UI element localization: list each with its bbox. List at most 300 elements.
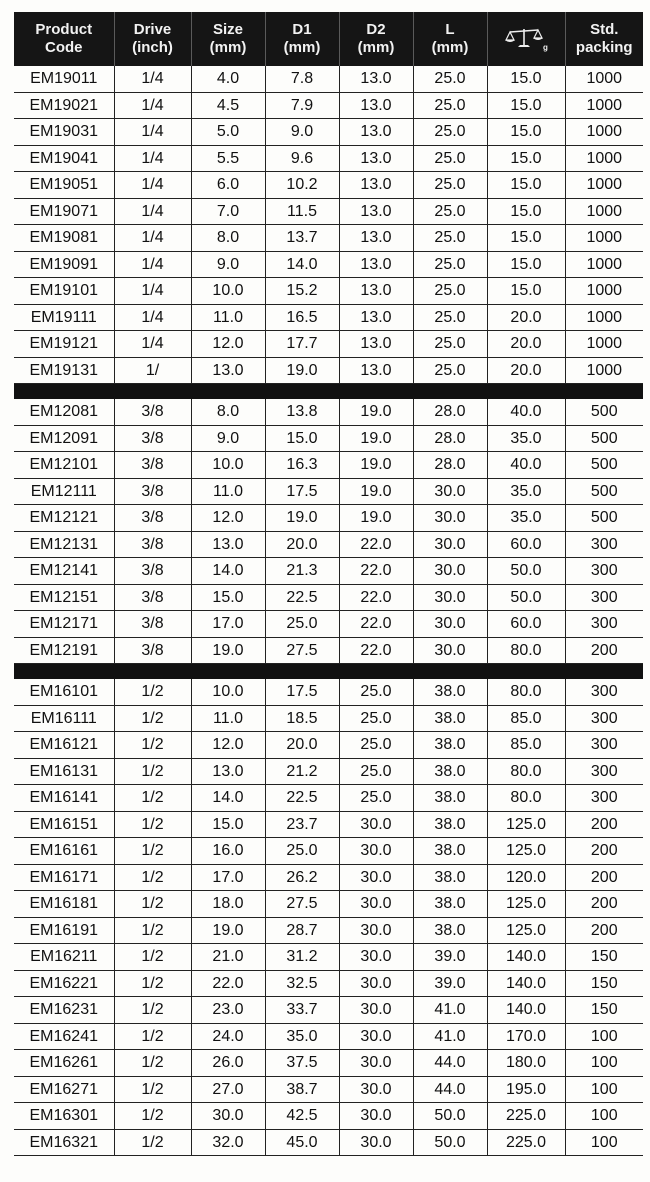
header-size: Size (mm) bbox=[191, 12, 265, 66]
cell-d2: 30.0 bbox=[339, 1103, 413, 1130]
cell-d2: 13.0 bbox=[339, 66, 413, 92]
table-row bbox=[14, 225, 643, 252]
cell-drive: 1/2 bbox=[114, 679, 191, 705]
cell-size: 11.0 bbox=[191, 478, 265, 505]
cell-length: 30.0 bbox=[413, 611, 487, 638]
table-row bbox=[14, 811, 643, 838]
cell-d1: 17.5 bbox=[265, 679, 339, 705]
cell-d1: 7.9 bbox=[265, 92, 339, 119]
cell-d2: 13.0 bbox=[339, 278, 413, 305]
cell-drive: 1/2 bbox=[114, 997, 191, 1024]
cell-weight: 140.0 bbox=[487, 970, 565, 997]
table-row bbox=[14, 944, 643, 971]
cell-std-packing: 300 bbox=[565, 732, 643, 759]
cell-d2: 25.0 bbox=[339, 758, 413, 785]
cell-d2: 30.0 bbox=[339, 838, 413, 865]
table-row bbox=[14, 66, 643, 92]
cell-std-packing: 500 bbox=[565, 425, 643, 452]
cell-length: 38.0 bbox=[413, 917, 487, 944]
cell-drive: 1/2 bbox=[114, 891, 191, 918]
cell-length: 50.0 bbox=[413, 1129, 487, 1156]
cell-drive: 1/4 bbox=[114, 304, 191, 331]
header-d1: D1 (mm) bbox=[265, 12, 339, 66]
cell-size: 14.0 bbox=[191, 785, 265, 812]
cell-weight: 85.0 bbox=[487, 705, 565, 732]
cell-drive: 3/8 bbox=[114, 452, 191, 479]
cell-std-packing: 100 bbox=[565, 1129, 643, 1156]
cell-product-code: EM19041 bbox=[14, 145, 114, 172]
cell-d2: 22.0 bbox=[339, 611, 413, 638]
table-row bbox=[14, 1103, 643, 1130]
cell-length: 30.0 bbox=[413, 558, 487, 585]
cell-d1: 17.5 bbox=[265, 478, 339, 505]
cell-d1: 25.0 bbox=[265, 611, 339, 638]
cell-weight: 20.0 bbox=[487, 331, 565, 358]
cell-weight: 15.0 bbox=[487, 92, 565, 119]
cell-drive: 1/2 bbox=[114, 917, 191, 944]
cell-std-packing: 1000 bbox=[565, 225, 643, 252]
cell-d1: 21.3 bbox=[265, 558, 339, 585]
cell-d2: 13.0 bbox=[339, 225, 413, 252]
cell-drive: 1/ bbox=[114, 357, 191, 384]
cell-d1: 35.0 bbox=[265, 1023, 339, 1050]
cell-size: 19.0 bbox=[191, 917, 265, 944]
table-row bbox=[14, 92, 643, 119]
cell-length: 41.0 bbox=[413, 1023, 487, 1050]
cell-weight: 50.0 bbox=[487, 584, 565, 611]
cell-product-code: EM19011 bbox=[14, 66, 114, 92]
cell-size: 16.0 bbox=[191, 838, 265, 865]
cell-weight: 225.0 bbox=[487, 1129, 565, 1156]
cell-weight: 20.0 bbox=[487, 357, 565, 384]
cell-product-code: EM16121 bbox=[14, 732, 114, 759]
table-row bbox=[14, 452, 643, 479]
table-row bbox=[14, 838, 643, 865]
table-row bbox=[14, 864, 643, 891]
cell-d2: 13.0 bbox=[339, 304, 413, 331]
cell-d2: 13.0 bbox=[339, 119, 413, 146]
table-row bbox=[14, 785, 643, 812]
cell-weight: 15.0 bbox=[487, 66, 565, 92]
cell-drive: 1/4 bbox=[114, 331, 191, 358]
cell-d1: 28.7 bbox=[265, 917, 339, 944]
cell-product-code: EM12081 bbox=[14, 399, 114, 425]
cell-d1: 27.5 bbox=[265, 637, 339, 664]
cell-d1: 42.5 bbox=[265, 1103, 339, 1130]
cell-product-code: EM16151 bbox=[14, 811, 114, 838]
cell-product-code: EM12131 bbox=[14, 531, 114, 558]
table-row bbox=[14, 1023, 643, 1050]
cell-d2: 22.0 bbox=[339, 584, 413, 611]
cell-std-packing: 200 bbox=[565, 891, 643, 918]
cell-std-packing: 500 bbox=[565, 478, 643, 505]
cell-d1: 15.0 bbox=[265, 425, 339, 452]
cell-d1: 7.8 bbox=[265, 66, 339, 92]
table-row bbox=[14, 705, 643, 732]
cell-d2: 30.0 bbox=[339, 944, 413, 971]
cell-length: 25.0 bbox=[413, 278, 487, 305]
table-row bbox=[14, 145, 643, 172]
table-row bbox=[14, 917, 643, 944]
cell-length: 25.0 bbox=[413, 251, 487, 278]
cell-std-packing: 300 bbox=[565, 679, 643, 705]
table-row bbox=[14, 172, 643, 199]
cell-d1: 33.7 bbox=[265, 997, 339, 1024]
cell-std-packing: 150 bbox=[565, 944, 643, 971]
cell-drive: 1/4 bbox=[114, 251, 191, 278]
cell-d1: 14.0 bbox=[265, 251, 339, 278]
table-row bbox=[14, 304, 643, 331]
cell-drive: 1/2 bbox=[114, 1129, 191, 1156]
header-product-code: Product Code bbox=[14, 12, 114, 66]
table-row bbox=[14, 251, 643, 278]
cell-size: 17.0 bbox=[191, 864, 265, 891]
cell-d2: 30.0 bbox=[339, 891, 413, 918]
cell-length: 44.0 bbox=[413, 1050, 487, 1077]
cell-size: 17.0 bbox=[191, 611, 265, 638]
cell-length: 38.0 bbox=[413, 679, 487, 705]
table-row bbox=[14, 478, 643, 505]
table-row bbox=[14, 1129, 643, 1156]
cell-std-packing: 200 bbox=[565, 864, 643, 891]
cell-drive: 1/4 bbox=[114, 92, 191, 119]
cell-product-code: EM16261 bbox=[14, 1050, 114, 1077]
cell-length: 38.0 bbox=[413, 758, 487, 785]
cell-size: 30.0 bbox=[191, 1103, 265, 1130]
cell-length: 38.0 bbox=[413, 705, 487, 732]
cell-d2: 25.0 bbox=[339, 785, 413, 812]
table-row bbox=[14, 1050, 643, 1077]
cell-d1: 16.5 bbox=[265, 304, 339, 331]
cell-size: 9.0 bbox=[191, 251, 265, 278]
cell-d2: 13.0 bbox=[339, 145, 413, 172]
cell-product-code: EM19101 bbox=[14, 278, 114, 305]
cell-product-code: EM16221 bbox=[14, 970, 114, 997]
cell-size: 13.0 bbox=[191, 531, 265, 558]
separator-bar bbox=[14, 384, 643, 400]
cell-d2: 25.0 bbox=[339, 679, 413, 705]
cell-drive: 3/8 bbox=[114, 425, 191, 452]
cell-d1: 23.7 bbox=[265, 811, 339, 838]
cell-weight: 80.0 bbox=[487, 785, 565, 812]
cell-d1: 17.7 bbox=[265, 331, 339, 358]
cell-size: 21.0 bbox=[191, 944, 265, 971]
cell-length: 44.0 bbox=[413, 1076, 487, 1103]
cell-product-code: EM19021 bbox=[14, 92, 114, 119]
table-row bbox=[14, 278, 643, 305]
cell-d2: 30.0 bbox=[339, 1050, 413, 1077]
cell-size: 12.0 bbox=[191, 732, 265, 759]
cell-product-code: EM16131 bbox=[14, 758, 114, 785]
cell-product-code: EM16141 bbox=[14, 785, 114, 812]
cell-drive: 1/2 bbox=[114, 1050, 191, 1077]
cell-d2: 22.0 bbox=[339, 531, 413, 558]
header-row bbox=[14, 12, 643, 66]
cell-size: 7.0 bbox=[191, 198, 265, 225]
cell-weight: 85.0 bbox=[487, 732, 565, 759]
cell-d2: 13.0 bbox=[339, 92, 413, 119]
cell-product-code: EM19091 bbox=[14, 251, 114, 278]
cell-weight: 35.0 bbox=[487, 425, 565, 452]
cell-d1: 16.3 bbox=[265, 452, 339, 479]
cell-length: 25.0 bbox=[413, 331, 487, 358]
group-separator bbox=[14, 664, 643, 680]
cell-weight: 15.0 bbox=[487, 278, 565, 305]
cell-length: 38.0 bbox=[413, 864, 487, 891]
cell-length: 50.0 bbox=[413, 1103, 487, 1130]
cell-std-packing: 100 bbox=[565, 1076, 643, 1103]
cell-weight: 40.0 bbox=[487, 452, 565, 479]
group-separator bbox=[14, 384, 643, 400]
cell-std-packing: 1000 bbox=[565, 198, 643, 225]
table-row bbox=[14, 331, 643, 358]
cell-drive: 1/2 bbox=[114, 732, 191, 759]
cell-std-packing: 1000 bbox=[565, 278, 643, 305]
cell-weight: 80.0 bbox=[487, 679, 565, 705]
cell-weight: 125.0 bbox=[487, 891, 565, 918]
cell-drive: 1/2 bbox=[114, 785, 191, 812]
cell-weight: 225.0 bbox=[487, 1103, 565, 1130]
separator-bar bbox=[14, 664, 643, 680]
cell-weight: 15.0 bbox=[487, 251, 565, 278]
cell-size: 10.0 bbox=[191, 452, 265, 479]
cell-size: 13.0 bbox=[191, 357, 265, 384]
cell-weight: 60.0 bbox=[487, 611, 565, 638]
cell-weight: 60.0 bbox=[487, 531, 565, 558]
cell-product-code: EM12141 bbox=[14, 558, 114, 585]
cell-drive: 3/8 bbox=[114, 637, 191, 664]
cell-d2: 13.0 bbox=[339, 172, 413, 199]
cell-std-packing: 100 bbox=[565, 1050, 643, 1077]
cell-std-packing: 1000 bbox=[565, 331, 643, 358]
cell-weight: 15.0 bbox=[487, 172, 565, 199]
cell-weight: 140.0 bbox=[487, 997, 565, 1024]
cell-drive: 1/2 bbox=[114, 705, 191, 732]
cell-length: 30.0 bbox=[413, 505, 487, 532]
cell-size: 18.0 bbox=[191, 891, 265, 918]
cell-d2: 30.0 bbox=[339, 1076, 413, 1103]
cell-d1: 15.2 bbox=[265, 278, 339, 305]
cell-d1: 26.2 bbox=[265, 864, 339, 891]
cell-d1: 21.2 bbox=[265, 758, 339, 785]
cell-d1: 32.5 bbox=[265, 970, 339, 997]
cell-drive: 3/8 bbox=[114, 478, 191, 505]
cell-weight: 80.0 bbox=[487, 758, 565, 785]
cell-size: 11.0 bbox=[191, 304, 265, 331]
cell-std-packing: 100 bbox=[565, 1023, 643, 1050]
cell-weight: 125.0 bbox=[487, 838, 565, 865]
cell-d2: 25.0 bbox=[339, 705, 413, 732]
cell-length: 25.0 bbox=[413, 172, 487, 199]
cell-std-packing: 300 bbox=[565, 758, 643, 785]
table-row bbox=[14, 679, 643, 705]
cell-d1: 13.7 bbox=[265, 225, 339, 252]
cell-std-packing: 1000 bbox=[565, 304, 643, 331]
cell-length: 25.0 bbox=[413, 225, 487, 252]
table-row bbox=[14, 357, 643, 384]
cell-d2: 13.0 bbox=[339, 357, 413, 384]
table-row bbox=[14, 611, 643, 638]
cell-std-packing: 1000 bbox=[565, 66, 643, 92]
cell-product-code: EM16171 bbox=[14, 864, 114, 891]
cell-weight: 50.0 bbox=[487, 558, 565, 585]
cell-length: 39.0 bbox=[413, 970, 487, 997]
cell-product-code: EM19121 bbox=[14, 331, 114, 358]
cell-length: 25.0 bbox=[413, 119, 487, 146]
table-row bbox=[14, 758, 643, 785]
cell-product-code: EM12171 bbox=[14, 611, 114, 638]
cell-weight: 15.0 bbox=[487, 225, 565, 252]
cell-d1: 25.0 bbox=[265, 838, 339, 865]
cell-weight: 195.0 bbox=[487, 1076, 565, 1103]
table-row bbox=[14, 425, 643, 452]
header-weight bbox=[487, 12, 565, 66]
cell-std-packing: 300 bbox=[565, 558, 643, 585]
cell-d1: 9.0 bbox=[265, 119, 339, 146]
cell-std-packing: 200 bbox=[565, 637, 643, 664]
scale-icon bbox=[488, 26, 565, 52]
cell-size: 13.0 bbox=[191, 758, 265, 785]
table-row bbox=[14, 997, 643, 1024]
cell-d1: 19.0 bbox=[265, 505, 339, 532]
cell-product-code: EM16271 bbox=[14, 1076, 114, 1103]
cell-std-packing: 1000 bbox=[565, 92, 643, 119]
cell-std-packing: 500 bbox=[565, 505, 643, 532]
cell-std-packing: 1000 bbox=[565, 172, 643, 199]
table-row bbox=[14, 732, 643, 759]
cell-d2: 19.0 bbox=[339, 399, 413, 425]
cell-length: 30.0 bbox=[413, 584, 487, 611]
cell-weight: 80.0 bbox=[487, 637, 565, 664]
cell-d2: 22.0 bbox=[339, 558, 413, 585]
cell-size: 15.0 bbox=[191, 811, 265, 838]
cell-d2: 30.0 bbox=[339, 970, 413, 997]
weight-unit: g bbox=[543, 43, 548, 52]
cell-d1: 38.7 bbox=[265, 1076, 339, 1103]
cell-length: 25.0 bbox=[413, 145, 487, 172]
cell-d1: 31.2 bbox=[265, 944, 339, 971]
cell-weight: 180.0 bbox=[487, 1050, 565, 1077]
cell-d1: 27.5 bbox=[265, 891, 339, 918]
cell-std-packing: 1000 bbox=[565, 357, 643, 384]
cell-d2: 25.0 bbox=[339, 732, 413, 759]
cell-size: 32.0 bbox=[191, 1129, 265, 1156]
cell-drive: 1/4 bbox=[114, 66, 191, 92]
cell-d2: 30.0 bbox=[339, 997, 413, 1024]
cell-product-code: EM12121 bbox=[14, 505, 114, 532]
cell-product-code: EM19031 bbox=[14, 119, 114, 146]
cell-product-code: EM16181 bbox=[14, 891, 114, 918]
cell-size: 12.0 bbox=[191, 331, 265, 358]
cell-drive: 1/2 bbox=[114, 864, 191, 891]
cell-weight: 125.0 bbox=[487, 811, 565, 838]
cell-product-code: EM19081 bbox=[14, 225, 114, 252]
cell-size: 15.0 bbox=[191, 584, 265, 611]
cell-d1: 19.0 bbox=[265, 357, 339, 384]
header-drive: Drive (inch) bbox=[114, 12, 191, 66]
cell-size: 27.0 bbox=[191, 1076, 265, 1103]
cell-product-code: EM16101 bbox=[14, 679, 114, 705]
cell-d2: 13.0 bbox=[339, 331, 413, 358]
cell-drive: 1/2 bbox=[114, 1103, 191, 1130]
cell-d2: 13.0 bbox=[339, 198, 413, 225]
table-body bbox=[14, 66, 643, 1156]
cell-std-packing: 1000 bbox=[565, 119, 643, 146]
cell-size: 11.0 bbox=[191, 705, 265, 732]
cell-d1: 11.5 bbox=[265, 198, 339, 225]
cell-std-packing: 200 bbox=[565, 811, 643, 838]
table-row bbox=[14, 505, 643, 532]
cell-size: 5.5 bbox=[191, 145, 265, 172]
cell-drive: 3/8 bbox=[114, 531, 191, 558]
cell-d1: 20.0 bbox=[265, 732, 339, 759]
cell-d2: 19.0 bbox=[339, 505, 413, 532]
cell-std-packing: 200 bbox=[565, 917, 643, 944]
cell-product-code: EM12091 bbox=[14, 425, 114, 452]
cell-drive: 1/4 bbox=[114, 225, 191, 252]
cell-product-code: EM16111 bbox=[14, 705, 114, 732]
cell-product-code: EM12111 bbox=[14, 478, 114, 505]
cell-weight: 15.0 bbox=[487, 119, 565, 146]
cell-product-code: EM16231 bbox=[14, 997, 114, 1024]
cell-drive: 1/4 bbox=[114, 198, 191, 225]
cell-std-packing: 500 bbox=[565, 452, 643, 479]
cell-drive: 1/2 bbox=[114, 758, 191, 785]
table-row bbox=[14, 399, 643, 425]
table-row bbox=[14, 198, 643, 225]
cell-std-packing: 300 bbox=[565, 611, 643, 638]
cell-d1: 45.0 bbox=[265, 1129, 339, 1156]
cell-d1: 20.0 bbox=[265, 531, 339, 558]
cell-drive: 3/8 bbox=[114, 584, 191, 611]
cell-weight: 35.0 bbox=[487, 505, 565, 532]
cell-size: 4.5 bbox=[191, 92, 265, 119]
cell-d2: 30.0 bbox=[339, 811, 413, 838]
table-row bbox=[14, 558, 643, 585]
cell-product-code: EM19071 bbox=[14, 198, 114, 225]
cell-drive: 1/2 bbox=[114, 1076, 191, 1103]
cell-product-code: EM19111 bbox=[14, 304, 114, 331]
cell-drive: 1/4 bbox=[114, 172, 191, 199]
cell-std-packing: 1000 bbox=[565, 251, 643, 278]
cell-std-packing: 300 bbox=[565, 785, 643, 812]
table-row bbox=[14, 637, 643, 664]
cell-size: 12.0 bbox=[191, 505, 265, 532]
cell-d2: 19.0 bbox=[339, 478, 413, 505]
cell-size: 24.0 bbox=[191, 1023, 265, 1050]
cell-drive: 3/8 bbox=[114, 399, 191, 425]
cell-size: 14.0 bbox=[191, 558, 265, 585]
cell-product-code: EM16191 bbox=[14, 917, 114, 944]
cell-length: 41.0 bbox=[413, 997, 487, 1024]
cell-size: 4.0 bbox=[191, 66, 265, 92]
cell-size: 10.0 bbox=[191, 278, 265, 305]
cell-length: 39.0 bbox=[413, 944, 487, 971]
cell-length: 38.0 bbox=[413, 785, 487, 812]
cell-product-code: EM19131 bbox=[14, 357, 114, 384]
table-row bbox=[14, 1076, 643, 1103]
cell-size: 8.0 bbox=[191, 399, 265, 425]
cell-std-packing: 100 bbox=[565, 1103, 643, 1130]
header-l: L (mm) bbox=[413, 12, 487, 66]
cell-drive: 1/2 bbox=[114, 970, 191, 997]
cell-length: 38.0 bbox=[413, 732, 487, 759]
cell-std-packing: 150 bbox=[565, 970, 643, 997]
header-d2: D2 (mm) bbox=[339, 12, 413, 66]
table-row bbox=[14, 891, 643, 918]
cell-length: 28.0 bbox=[413, 425, 487, 452]
cell-weight: 40.0 bbox=[487, 399, 565, 425]
